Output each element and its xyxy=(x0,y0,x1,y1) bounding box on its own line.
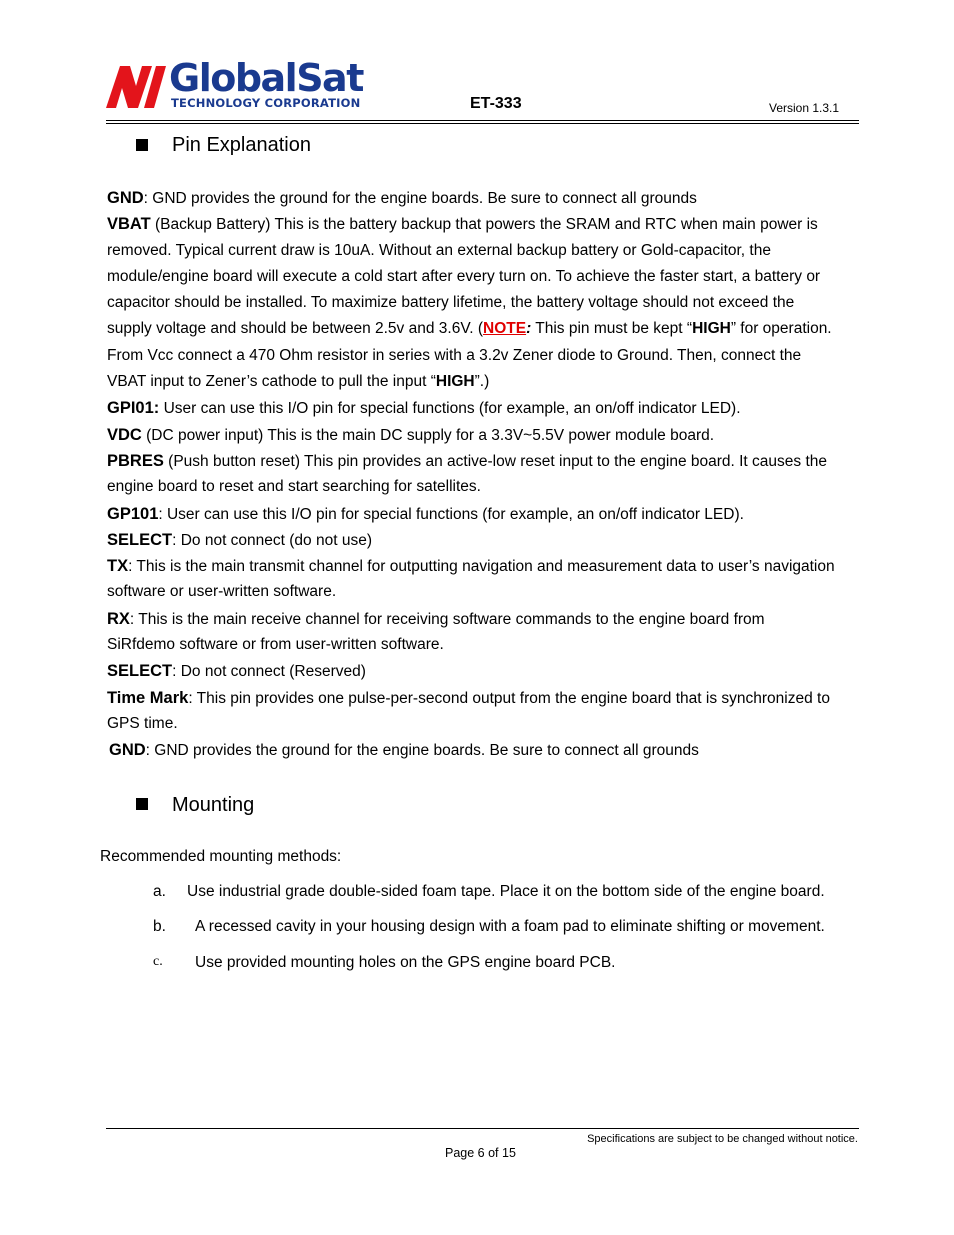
pin-text-line xyxy=(107,211,867,237)
pin-text-line xyxy=(107,553,867,579)
pin-text-line xyxy=(107,606,867,632)
section-title-mounting: Mounting xyxy=(172,794,255,816)
pin-explanation-body xyxy=(107,185,867,764)
list-item-marker: a. xyxy=(153,883,166,900)
logo-subtitle: TECHNOLOGY CORPORATION xyxy=(171,96,361,110)
note-label: NOTE xyxy=(483,320,527,338)
globalsat-n-mark-icon xyxy=(106,62,168,112)
emphasis-text: HIGH xyxy=(435,373,475,391)
pin-description: (Push button reset) This pin provides an active-low reset input to the engine board. It causes the xyxy=(163,452,828,470)
pin-description: User can use this I/O pin for special functions (for example, an on/off indicator LED). xyxy=(159,400,741,418)
mounting-intro: Recommended mounting methods: xyxy=(100,848,342,865)
pin-text-line xyxy=(107,422,867,448)
pin-description: SiRfdemo software or from user-written software. xyxy=(107,636,444,654)
pin-description: removed. Typical current draw is 10uA. Without an external backup battery or Gold-capacitor, the xyxy=(107,241,771,259)
pin-description: : Do not connect (do not use) xyxy=(172,531,372,549)
list-item-text: Use industrial grade double-sided foam tape. Place it on the bottom side of the engine board. xyxy=(187,883,825,900)
page-number: Page 6 of 15 xyxy=(445,1146,516,1160)
pin-text-line xyxy=(107,290,867,316)
pin-description: : GND provides the ground for the engine boards. Be sure to connect all grounds xyxy=(145,742,699,760)
pin-description: : GND provides the ground for the engine boards. Be sure to connect all grounds xyxy=(143,190,697,207)
pin-name: GPI01: xyxy=(107,399,160,418)
pin-text-line xyxy=(107,185,867,211)
square-bullet-icon xyxy=(136,798,148,810)
pin-name: GND xyxy=(109,741,146,760)
pin-description: : This is the main receive channel for receiving software commands to the engine board from xyxy=(129,610,765,628)
pin-text-line xyxy=(107,685,867,711)
pin-description: This pin must be kept “ xyxy=(531,320,693,338)
pin-text-line xyxy=(107,711,867,737)
pin-name: Time Mark xyxy=(107,688,189,707)
pin-description: ” for operation. xyxy=(730,320,832,338)
list-item-text: A recessed cavity in your housing design with a foam pad to eliminate shifting or movement. xyxy=(195,918,825,935)
header-rule-top xyxy=(106,120,859,121)
pin-text-line xyxy=(107,238,867,264)
pin-name: PBRES xyxy=(107,451,164,470)
pin-description: software or user-written software. xyxy=(107,583,337,601)
pin-description: engine board to reset and start searching for satellites. xyxy=(107,478,481,496)
pin-name: GP101 xyxy=(107,504,159,523)
pin-text-line xyxy=(107,658,867,684)
pin-name: SELECT xyxy=(107,530,173,549)
footer-rule xyxy=(106,1128,859,1129)
square-bullet-icon xyxy=(136,139,148,151)
pin-text-line xyxy=(107,343,867,369)
header-rule-bottom xyxy=(106,123,859,124)
pin-description: VBAT input to Zener’s cathode to pull the input “ xyxy=(107,373,436,391)
pin-text-line xyxy=(107,395,867,421)
pin-name: VDC xyxy=(107,425,142,444)
pin-description: capacitor should be installed. To maximize battery lifetime, the battery voltage should not exceed the xyxy=(107,294,795,312)
pin-text-line xyxy=(107,632,867,658)
pin-description: : User can use this I/O pin for special functions (for example, an on/off indicator LED). xyxy=(158,505,744,523)
pin-text-line xyxy=(107,474,867,500)
pin-text-line xyxy=(107,527,867,553)
pin-text-line xyxy=(107,316,867,342)
pin-text-line xyxy=(107,579,867,605)
pin-description: From Vcc connect a 470 Ohm resistor in series with a 3.2v Zener diode to Ground. Then, connect the xyxy=(107,346,802,364)
pin-name: VBAT xyxy=(107,215,151,234)
pin-text-line xyxy=(107,264,867,290)
pin-name: TX xyxy=(107,557,129,576)
pin-description: (Backup Battery) This is the battery backup that powers the SRAM and RTC when main power is xyxy=(150,216,818,234)
pin-name: RX xyxy=(107,609,130,628)
pin-description: GPS time. xyxy=(107,714,178,732)
pin-description: (DC power input) This is the main DC supply for a 3.3V~5.5V power module board. xyxy=(141,426,715,444)
logo-wordmark: GlobalSat xyxy=(169,56,363,100)
pin-description: module/engine board will execute a cold start after every turn on. To achieve the faster start, a battery or xyxy=(107,267,821,285)
pin-name: GND xyxy=(107,189,144,207)
pin-description: ”.) xyxy=(474,373,490,391)
note-colon: : xyxy=(526,320,532,338)
footer-notice: Specifications are subject to be changed without notice. xyxy=(587,1133,858,1145)
list-item-marker: c. xyxy=(153,954,163,969)
pin-text-line xyxy=(109,737,867,763)
pin-text-line xyxy=(107,501,867,527)
pin-description: supply voltage and should be between 2.5v and 3.6V. ( xyxy=(107,320,484,338)
list-item-marker: b. xyxy=(153,918,166,935)
document-version: Version 1.3.1 xyxy=(769,101,840,115)
pin-description: : Do not connect (Reserved) xyxy=(172,663,366,681)
section-title-pin-explanation: Pin Explanation xyxy=(172,134,311,156)
pin-name: SELECT xyxy=(107,662,173,681)
emphasis-text: HIGH xyxy=(692,320,731,338)
pin-description: : This pin provides one pulse-per-second output from the engine board that is synchronized to xyxy=(188,689,830,707)
pin-description: : This is the main transmit channel for outputting navigation and measurement data to user’s navigation xyxy=(128,558,835,576)
list-item-text: Use provided mounting holes on the GPS engine board PCB. xyxy=(195,954,616,971)
pin-text-line xyxy=(107,448,867,474)
company-logo xyxy=(106,56,363,112)
document-model: ET-333 xyxy=(470,95,522,112)
pin-text-line xyxy=(107,369,867,395)
